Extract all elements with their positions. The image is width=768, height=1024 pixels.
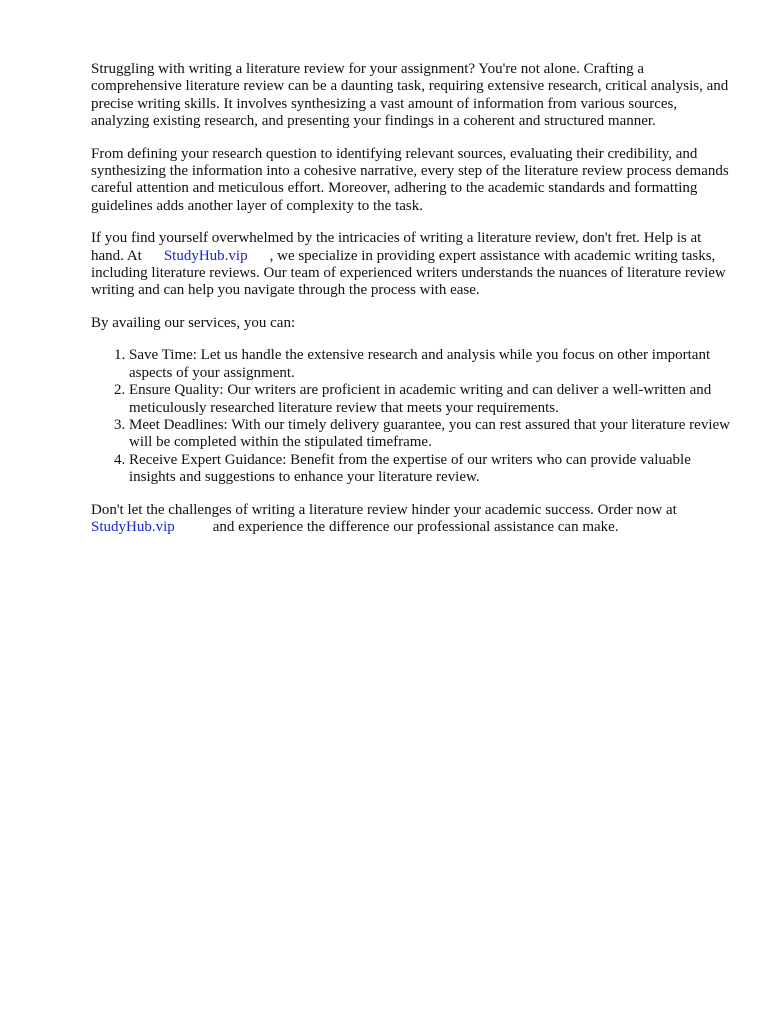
help-paragraph bbox=[91, 230, 731, 300]
services-intro: By availing our services, you can: bbox=[91, 314, 296, 331]
closing-text-after-link: and experience the difference our professional assistance can make. bbox=[212, 518, 619, 535]
list-item: 3. Meet Deadlines: With our timely delivery guarantee, you can rest assured that your literature review will be completed within the stipulated timeframe. bbox=[129, 417, 731, 452]
services-list bbox=[91, 347, 731, 486]
studyhub-link[interactable]: StudyHub.vip bbox=[91, 518, 175, 535]
studyhub-link[interactable]: StudyHub.vip bbox=[163, 247, 248, 264]
intro-paragraph: Struggling with writing a literature review for your assignment? You're not alone. Crafting a comprehensive literature review can be a daunting task, requiring extensive research, critical analysis, and precise writing skills. It involves synthesizing a vast amount of information from various sources, analyzing existing research, and presenting your findings in a coherent and structured manner. bbox=[91, 61, 729, 130]
closing-paragraph bbox=[91, 502, 731, 537]
document-body bbox=[91, 61, 731, 551]
process-paragraph: From defining your research question to identifying relevant sources, evaluating their credibility, and synthesizing the information into a cohesive narrative, every step of the literature review process demands careful attention and meticulous effort. Moreover, adhering to the academic standards and formatting guidelines adds another layer of complexity to the task. bbox=[91, 145, 729, 214]
list-item: 1. Save Time: Let us handle the extensive research and analysis while you focus on other important aspects of your assignment. bbox=[129, 347, 731, 382]
help-text-after-link: , we specialize in providing expert assistance with academic writing tasks, including literature reviews. Our team of experienced writers understands the nuances of literature review writing and can help you navigate through the process with ease. bbox=[91, 247, 726, 299]
closing-text-before-link: Don't let the challenges of writing a literature review hinder your academic success. Order now at bbox=[91, 501, 677, 518]
list-item: 2. Ensure Quality: Our writers are proficient in academic writing and can deliver a well-written and meticulously researched literature review that meets your requirements. bbox=[129, 382, 731, 417]
help-text-before-link: If you find yourself overwhelmed by the intricacies of writing a literature review, don't fret. Help is at hand. At bbox=[91, 230, 702, 264]
list-item: 4. Receive Expert Guidance: Benefit from the expertise of our writers who can provide valuable insights and suggestions to enhance your literature review. bbox=[129, 452, 731, 487]
